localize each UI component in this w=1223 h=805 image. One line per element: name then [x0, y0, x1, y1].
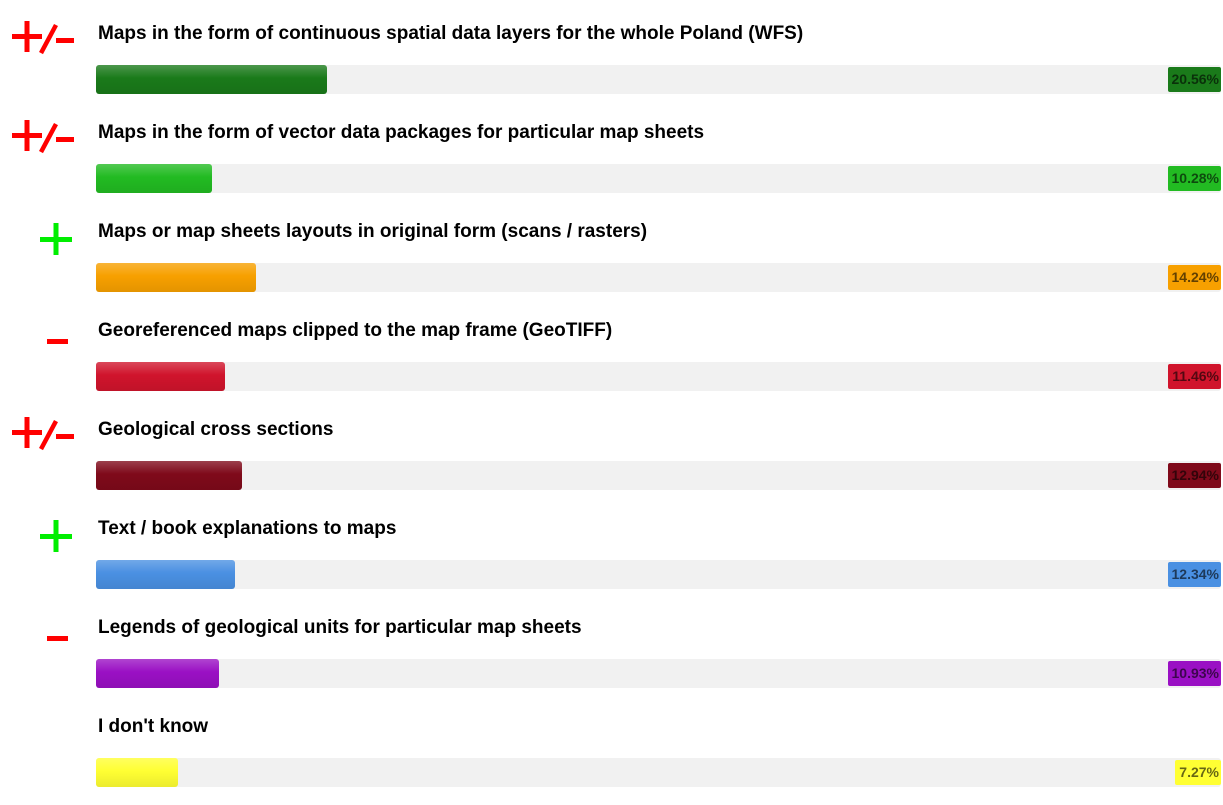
value-label: 12.34% [1168, 562, 1221, 587]
category-label: Maps or map sheets layouts in original form (scans / rasters) [98, 221, 648, 242]
chart-row [0, 13, 1223, 112]
bar [96, 263, 256, 292]
value-label: 14.24% [1168, 265, 1221, 290]
plus-icon [0, 508, 90, 568]
bar [96, 362, 225, 391]
value-label: 12.94% [1168, 463, 1221, 488]
chart-row [0, 607, 1223, 706]
chart-row [0, 508, 1223, 607]
value-label: 7.27% [1175, 760, 1221, 785]
chart-row [0, 112, 1223, 211]
rating-sign [0, 613, 90, 673]
bar-track [96, 659, 1221, 688]
bar-track [96, 263, 1221, 292]
bar-track [96, 362, 1221, 391]
category-label: Maps in the form of continuous spatial data layers for the whole Poland (WFS) [98, 23, 804, 44]
category-label: Text / book explanations to maps [98, 518, 397, 539]
category-label: Georeferenced maps clipped to the map frame (GeoTIFF) [98, 320, 613, 341]
value-label: 10.28% [1168, 166, 1221, 191]
chart-row [0, 211, 1223, 310]
rating-sign [0, 508, 90, 568]
bar-track [96, 65, 1221, 94]
chart-row [0, 310, 1223, 409]
minus-icon [0, 316, 90, 376]
plus-minus-icon [0, 112, 90, 172]
value-label: 11.46% [1168, 364, 1221, 389]
bar [96, 659, 219, 688]
rating-sign [0, 316, 90, 376]
plus-minus-icon [0, 13, 90, 73]
bar [96, 560, 235, 589]
bar [96, 461, 242, 490]
bar [96, 164, 212, 193]
plus-minus-icon [0, 409, 90, 469]
chart-row [0, 706, 1223, 805]
category-label: Geological cross sections [98, 419, 334, 440]
category-label: Maps in the form of vector data packages for particular map sheets [98, 122, 705, 143]
chart-row [0, 409, 1223, 508]
category-label: Legends of geological units for particular map sheets [98, 617, 582, 638]
rating-sign [0, 409, 90, 469]
category-label: I don't know [98, 716, 209, 737]
plus-icon [0, 211, 90, 271]
bar-track [96, 560, 1221, 589]
value-label: 20.56% [1168, 67, 1221, 92]
minus-icon [0, 613, 90, 673]
bar-track [96, 461, 1221, 490]
rating-sign [0, 211, 90, 271]
value-label: 10.93% [1168, 661, 1221, 686]
rating-sign [0, 112, 90, 172]
bar [96, 65, 327, 94]
bar-track [96, 164, 1221, 193]
rating-sign [0, 13, 90, 73]
